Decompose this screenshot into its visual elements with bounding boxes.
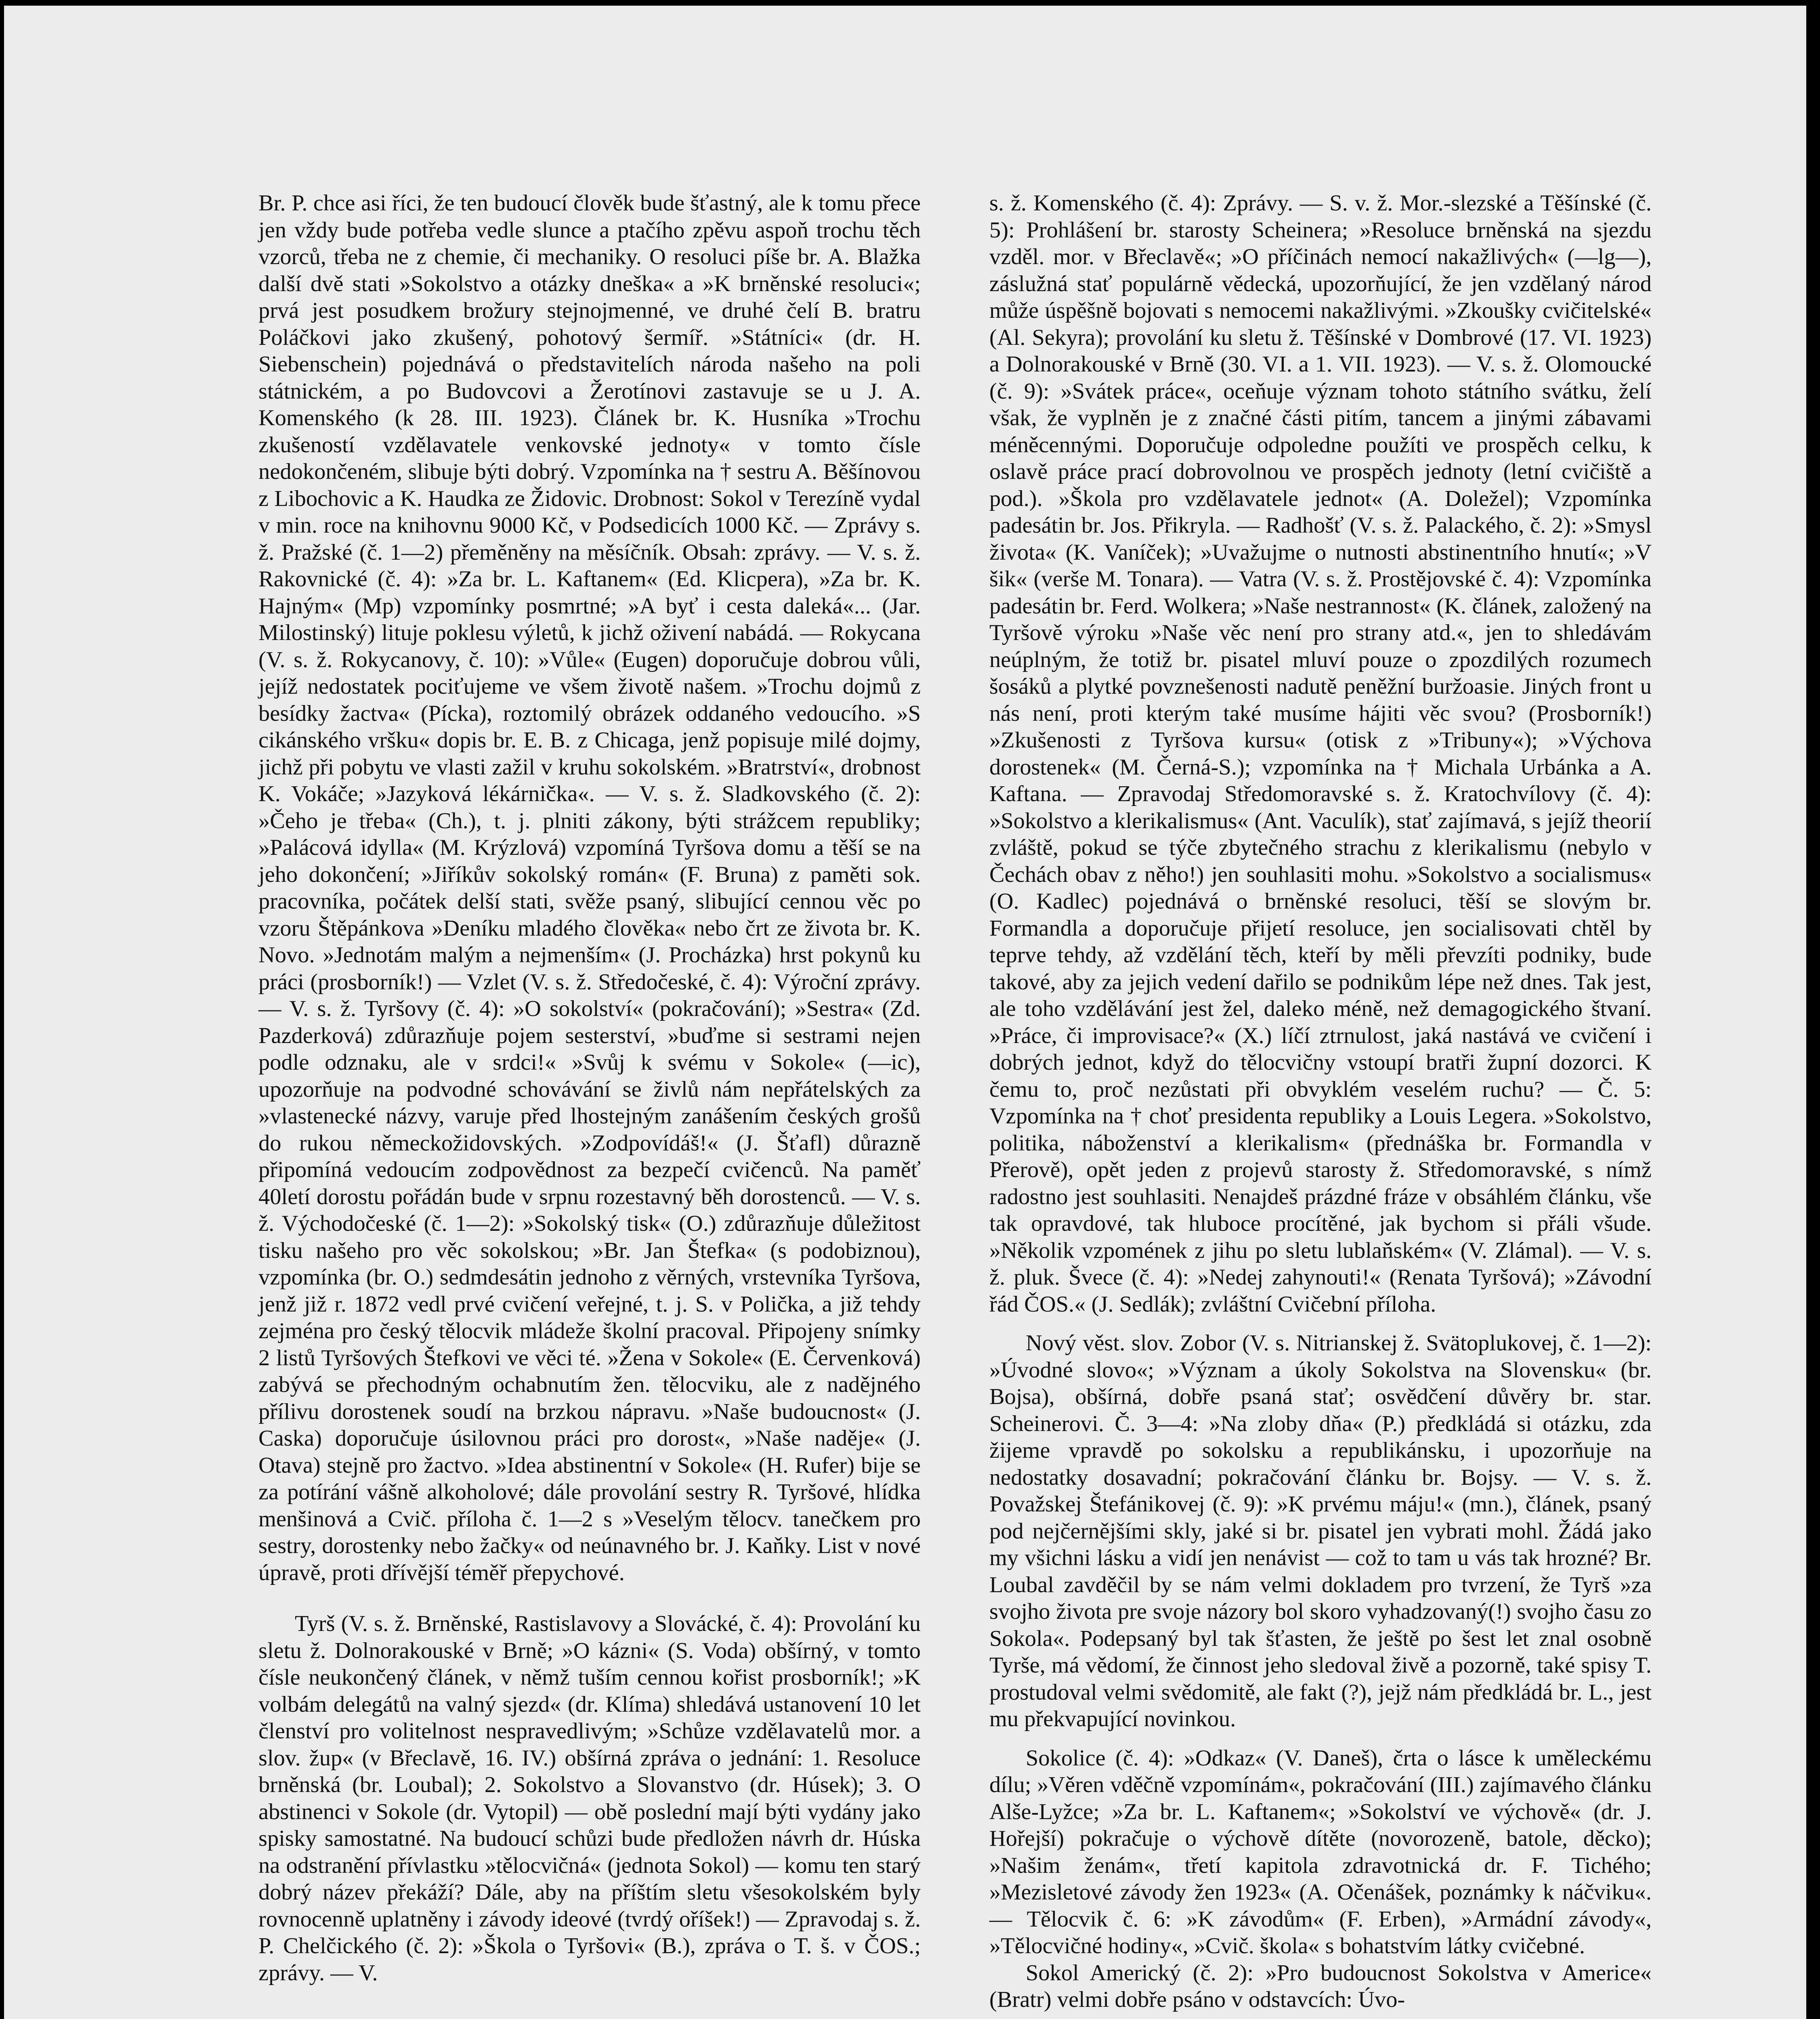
paragraph: s. ž. Komenského (č. 4): Zprávy. — S. v. ž. Mor.-slezské a Těšínské (č. 5): Prohlášení br. starosty Scheinera; »Resoluce brněnská na sjezdu vzděl. mor. v Břeclavě«; »O příčinách nemocí nakažlivých« (—lg—), záslužná stať populárně vědecká, upozorňující, že jen vzdělaný národ může úspěšně bojovati s nemocemi nakažlivými. »Zkoušky cvičitelské« (Al. Sekyra); provolání ku sletu ž. Těšínské v Dombrové (17. VI. 1923) a Dolnorakouské v Brně (30. VI. a 1. VII. 1923). — V. s. ž. Olomoucké (č. 9): »Svátek práce«, oceňuje význam tohoto státního svátku, želí však, že vyplněn je z značné části pitím, tancem a jinými zábavami méněcennými. Doporučuje odpoledne použíti ve prospěch celku, k oslavě práce prací dobrovolnou ve prospěch jednoty (letní cvičiště a pod.). »Škola pro vzdělavatele jednot« (A. Doležel); Vzpomínka padesátin br. Jos. Přikryla. — Radhošť (V. s. ž. Palackého, č. 2): »Smysl života« (K. Vaníček); »Uvažujme o nutnosti abstinentního hnutí«; »V šik« (verše M. Tonara). — Vatra (V. s. ž. Prostějovské č. 4): Vzpomínka padesátin br. Ferd. Wolkera; »Naše nestrannost« (K. článek, založený na Tyršově výroku »Naše věc není pro strany atd.«, jen to shledávám neúplným, že totiž br. pisatel mluví pouze o zpozdilých rozumech šosáků a plytké povznešenosti nadutě peněžní buržoasie. Jiných front u nás není, proti kterým také musíme hájiti věc svou? (Prosborník!) »Zkušenosti z Tyršova kursu« (otisk z »Tribuny«); »Výchova dorostenek« (M. Černá-S.); vzpomínka na † Michala Urbánka a A. Kaftana. — Zpravodaj Středomoravské s. ž. Kratochvílovy (č. 4): »Sokolstvo a klerikalismus« (Ant. Vaculík), stať zajímavá, s jejíž theorií zvláště, pokud se týče zbytečného strachu z klerikalismu (nebylo v Čechách obav z něho!) jen souhlasiti mohu. »Sokolstvo a socialismus« (O. Kadlec) pojednává o brněnské resoluci, těší se slovým br. Formandla a doporučuje přijetí resoluce, jen socialisovati chtěl by teprve tehdy, až vzdělání těch, kteří by měli převzíti podniky, bude takové, aby za jejich vedení dařilo se podnikům lépe než dnes. Tak jest, ale toho vzdělávání jest žel, daleko méně, než demagogického štvaní. »Práce, či improvisace?« (X.) líčí ztrnulost, jaká nastává ve cvičení i dobrých jednot, když do tělocvičny vstoupí bratři župní dozorci. K čemu to, proč nezůstati při obvyklém veselém ruchu? — Č. 5: Vzpomínka na † choť presidenta republiky a Louis Legera. »Sokolstvo, politika, náboženství a klerikalism« (přednáška br. Formandla v Přerově), opět jeden z projevů starosty ž. Středomoravské, s nímž radostno jest souhlasiti. Nenajdeš prázdné fráze v obsáhlém článku, vše tak opravdové, tak hluboce procítěné, jak bychom si přáli všude. »Několik vzpomének z jihu po sletu lublaňském« (V. Zlámal). — V. s. ž. pluk. Švece (č. 4): »Nedej zahynouti!« (Renata Tyršová); »Závodní řád ČOS.« (J. Sedlák); zvláštní Cvičební příloha.	[989, 191, 1652, 1317]
document-page	[258, 190, 1652, 2019]
paragraph: Tyrš (V. s. ž. Brněnské, Rastislavovy a Slovácké, č. 4): Provolání ku sletu ž. Dolnorakouské v Brně; »O kázni« (S. Voda) obšírný, v tomto čísle neukončený článek, v němž tuším cennou kořist prosborník!; »K volbám delegátů na valný sjezd« (dr. Klíma) shledává ustanovení 10 let členství pro volitelnost nespravedlivým; »Schůze vzdělavatelů mor. a slov. žup« (v Břeclavě, 16. IV.) obšírná zpráva o jednání: 1. Resoluce brněnská (br. Loubal); 2. Sokolstvo a Slovanstvo (dr. Húsek); 3. O abstinenci v Sokole (dr. Vytopil) — obě poslední mají býti vydány jako spisky samostatné. Na budoucí schůzi bude předložen návrh dr. Húska na odstranění přívlastku »tělocvičná« (jednota Sokol) — komu ten starý dobrý název překáží? Dále, aby na příštím sletu všesokolském byly rovnocenně uplatněny i závody ideové (tvrdý oříšek!) — Zpravodaj s. ž. P. Chelčického (č. 2): »Škola o Tyršovi« (B.), zpráva o T. š. v ČOS.; zprávy. — V.	[258, 1611, 921, 1985]
paragraph: Nový věst. slov. Zobor (V. s. Nitrianskej ž. Svätoplukovej, č. 1—2): »Úvodné slovo«; »Význam a úkoly Sokolstva na Slovensku« (br. Bojsa), obšírná, dobře psaná stať; osvědčení důvěry br. star. Scheinerovi. Č. 3—4: »Na zloby dňa« (P.) předkládá si otázku, zda žijeme vpravdě po sokolsku a republikánsku, i upozorňuje na nedostatky dosavadní; pokračování článku br. Bojsy. — V. s. ž. Považskej Štefánikovej (č. 9): »K prvému máju!« (mn.), článek, psaný pod nejčernějšími skly, jaké si br. pisatel jen vybrati mohl. Žádá jako my všichni lásku a vidí jen nenávist — což to tam u vás tak hrozné? Br. Loubal zavděčil by se nám velmi dokladem pro tvrzení, že Tyrš »za svojho života pre svoje názory bol skoro vyhadzovaný(!) svojho času zo Sokola«. Podepsaný byl tak šťasten, že ještě po šest let znal osobně Tyrše, má vědomí, že činnost jeho sledoval živě a pozorně, také spisy T. prostudoval velmi svědomitě, ale fakt (?), jejž nám předkládá br. L., jest mu překvapující novinkou.	[989, 1331, 1652, 1731]
left-column	[258, 190, 921, 1986]
paragraph: Br. P. chce asi říci, že ten budoucí člověk bude šťastný, ale k tomu přece jen vždy bude potřeba vedle slunce a ptačího zpěvu aspoň trochu těch vzorců, třeba ne z chemie, či mechaniky. O resoluci píše br. A. Blažka další dvě stati »Sokolstvo a otázky dneška« a »K brněnské resoluci«; prvá jest posudkem brožury stejnojmenné, ve druhé čelí B. bratru Poláčkovi jako zkušený, pohotový šermíř. »Státníci« (dr. H. Siebenschein) pojednává o představitelích národa našeho na poli státnickém, a po Budovcovi a Žerotínovi zastavuje se u J. A. Komenského (k 28. III. 1923). Článek br. K. Husníka »Trochu zkušeností vzdělavatele venkovské jednoty« v tomto čísle nedokončeném, slibuje býti dobrý. Vzpomínka na † sestru A. Běšínovou z Libochovic a K. Haudka ze Židovic. Drobnost: Sokol v Terezíně vydal v min. roce na knihovnu 9000 Kč, v Podsedicích 1000 Kč. — Zprávy s. ž. Pražské (č. 1—2) přeměněny na měsíčník. Obsah: zprávy. — V. s. ž. Rakovnické (č. 4): »Za br. L. Kaftanem« (Ed. Klicpera), »Za br. K. Hajným« (Mp) vzpomínky posmrtné; »A byť i cesta daleká«... (Jar. Milostinský) lituje poklesu výletů, k jichž oživení nabádá. — Rokycana (V. s. ž. Rokycanovy, č. 10): »Vůle« (Eugen) doporučuje dobrou vůli, jejíž nedostatek pociťujeme ve všem životě našem. »Trochu dojmů z besídky žactva« (Pícka), roztomilý obrázek oddaného vedoucího. »S cikánského vršku« dopis br. E. B. z Chicaga, jenž popisuje milé dojmy, jichž při pobytu ve vlasti zažil v kruhu sokolském. »Bratrství«, drobnost K. Vokáče; »Jazyková lékárnička«. — V. s. ž. Sladkovského (č. 2): »Čeho je třeba« (Ch.), t. j. plniti zákony, býti strážcem republiky; »Palácová idylla« (M. Krýzlová) vzpomíná Tyršova domu a těší se na jeho dokončení; »Jiříkův sokolský román« (F. Bruna) z paměti sok. pracovníka, počátek delší stati, svěže psaný, slibující cennou věc po vzoru Štěpánkova »Deníku mladého člověka« nebo črt ze života br. K. Novo. »Jednotám malým a nejmenším« (J. Procházka) hrst pokynů ku práci (prosborník!) — Vzlet (V. s. ž. Středočeské, č. 4): Výroční zprávy. — V. s. ž. Tyršovy (č. 4): »O sokolství« (pokračování); »Sestra« (Zd. Pazderková) zdůrazňuje pojem sesterství, »buďme si sestrami nejen podle odznaku, ale v srdci!« »Svůj k svému v Sokole« (—ic), upozorňuje na podvodné schovávání se živlů nám nepřátelských za »vlastenecké názvy, varuje před lhostejným zanášením českých grošů do rukou německožidovských. »Zodpovídáš!« (J. Šťafl) důrazně připomíná vedoucím zodpovědnost za bezpečí cvičenců. Na paměť 40letí dorostu pořádán bude v srpnu rozestavný běh dorostenců. — V. s. ž. Východočeské (č. 1—2): »Sokolský tisk« (O.) zdůrazňuje důležitost tisku našeho pro věc sokolskou; »Br. Jan Štefka« (s podobiznou), vzpomínka (br. O.) sedmdesátin jednoho z věrných, vrstevníka Tyršova, jenž již r. 1872 vedl prvé cvičení veřejné, t. j. S. v Polička, a již tehdy zejména pro český tělocvik mládeže školní pracoval. Připojeny snímky 2 listů Tyršových Štefkovi ve věci té. »Žena v Sokole« (E. Červenková) zabývá se přechodným ochabnutím žen. tělocviku, ale z nadějného přílivu dorostenek soudí na brzkou nápravu. »Naše budoucnost« (J. Caska) doporučuje úsilovnou práci pro dorost«, »Naše naděje« (J. Otava) stejně pro žactvo. »Idea abstinentní v Sokole« (H. Rufer) bije se za potírání vášně alkoholové; dále provolání sestry R. Tyršové, hlídka menšinová a Cvič. příloha č. 1—2 s »Veselým tělocv. tanečkem pro sestry, dorostenky nebo žačky« od neúnavného br. J. Kaňky. List v nové úpravě, proti dřívější téměř přepychové.	[258, 191, 921, 1585]
paragraph: Sokol Americký (č. 2): »Pro budoucnost Sokolstva v Americe« (Bratr) velmi dobře psáno v odstavcích: Úvo-	[989, 1960, 1652, 2012]
right-column	[989, 190, 1652, 2013]
paragraph: Sokolice (č. 4): »Odkaz« (V. Daneš), črta o lásce k uměleckému dílu; »Věren vděčně vzpomínám«, pokračování (III.) zajímavého článku Alše-Lyžce; »Za br. L. Kaftanem«; »Sokolství ve výchově« (dr. J. Hořejší) pokračuje o výchově dítěte (novorozeně, batole, děcko); »Našim ženám«, třetí kapitola zdravotnická dr. F. Tichého; »Mezisletové závody žen 1923« (A. Očenášek, poznámky k náčviku«. — Tělocvik č. 6: »K závodům« (F. Erben), »Armádní závody«, »Tělocvičné hodiny«, »Cvič. škola« s bohatstvím látky cvičebné.	[989, 1745, 1652, 1958]
